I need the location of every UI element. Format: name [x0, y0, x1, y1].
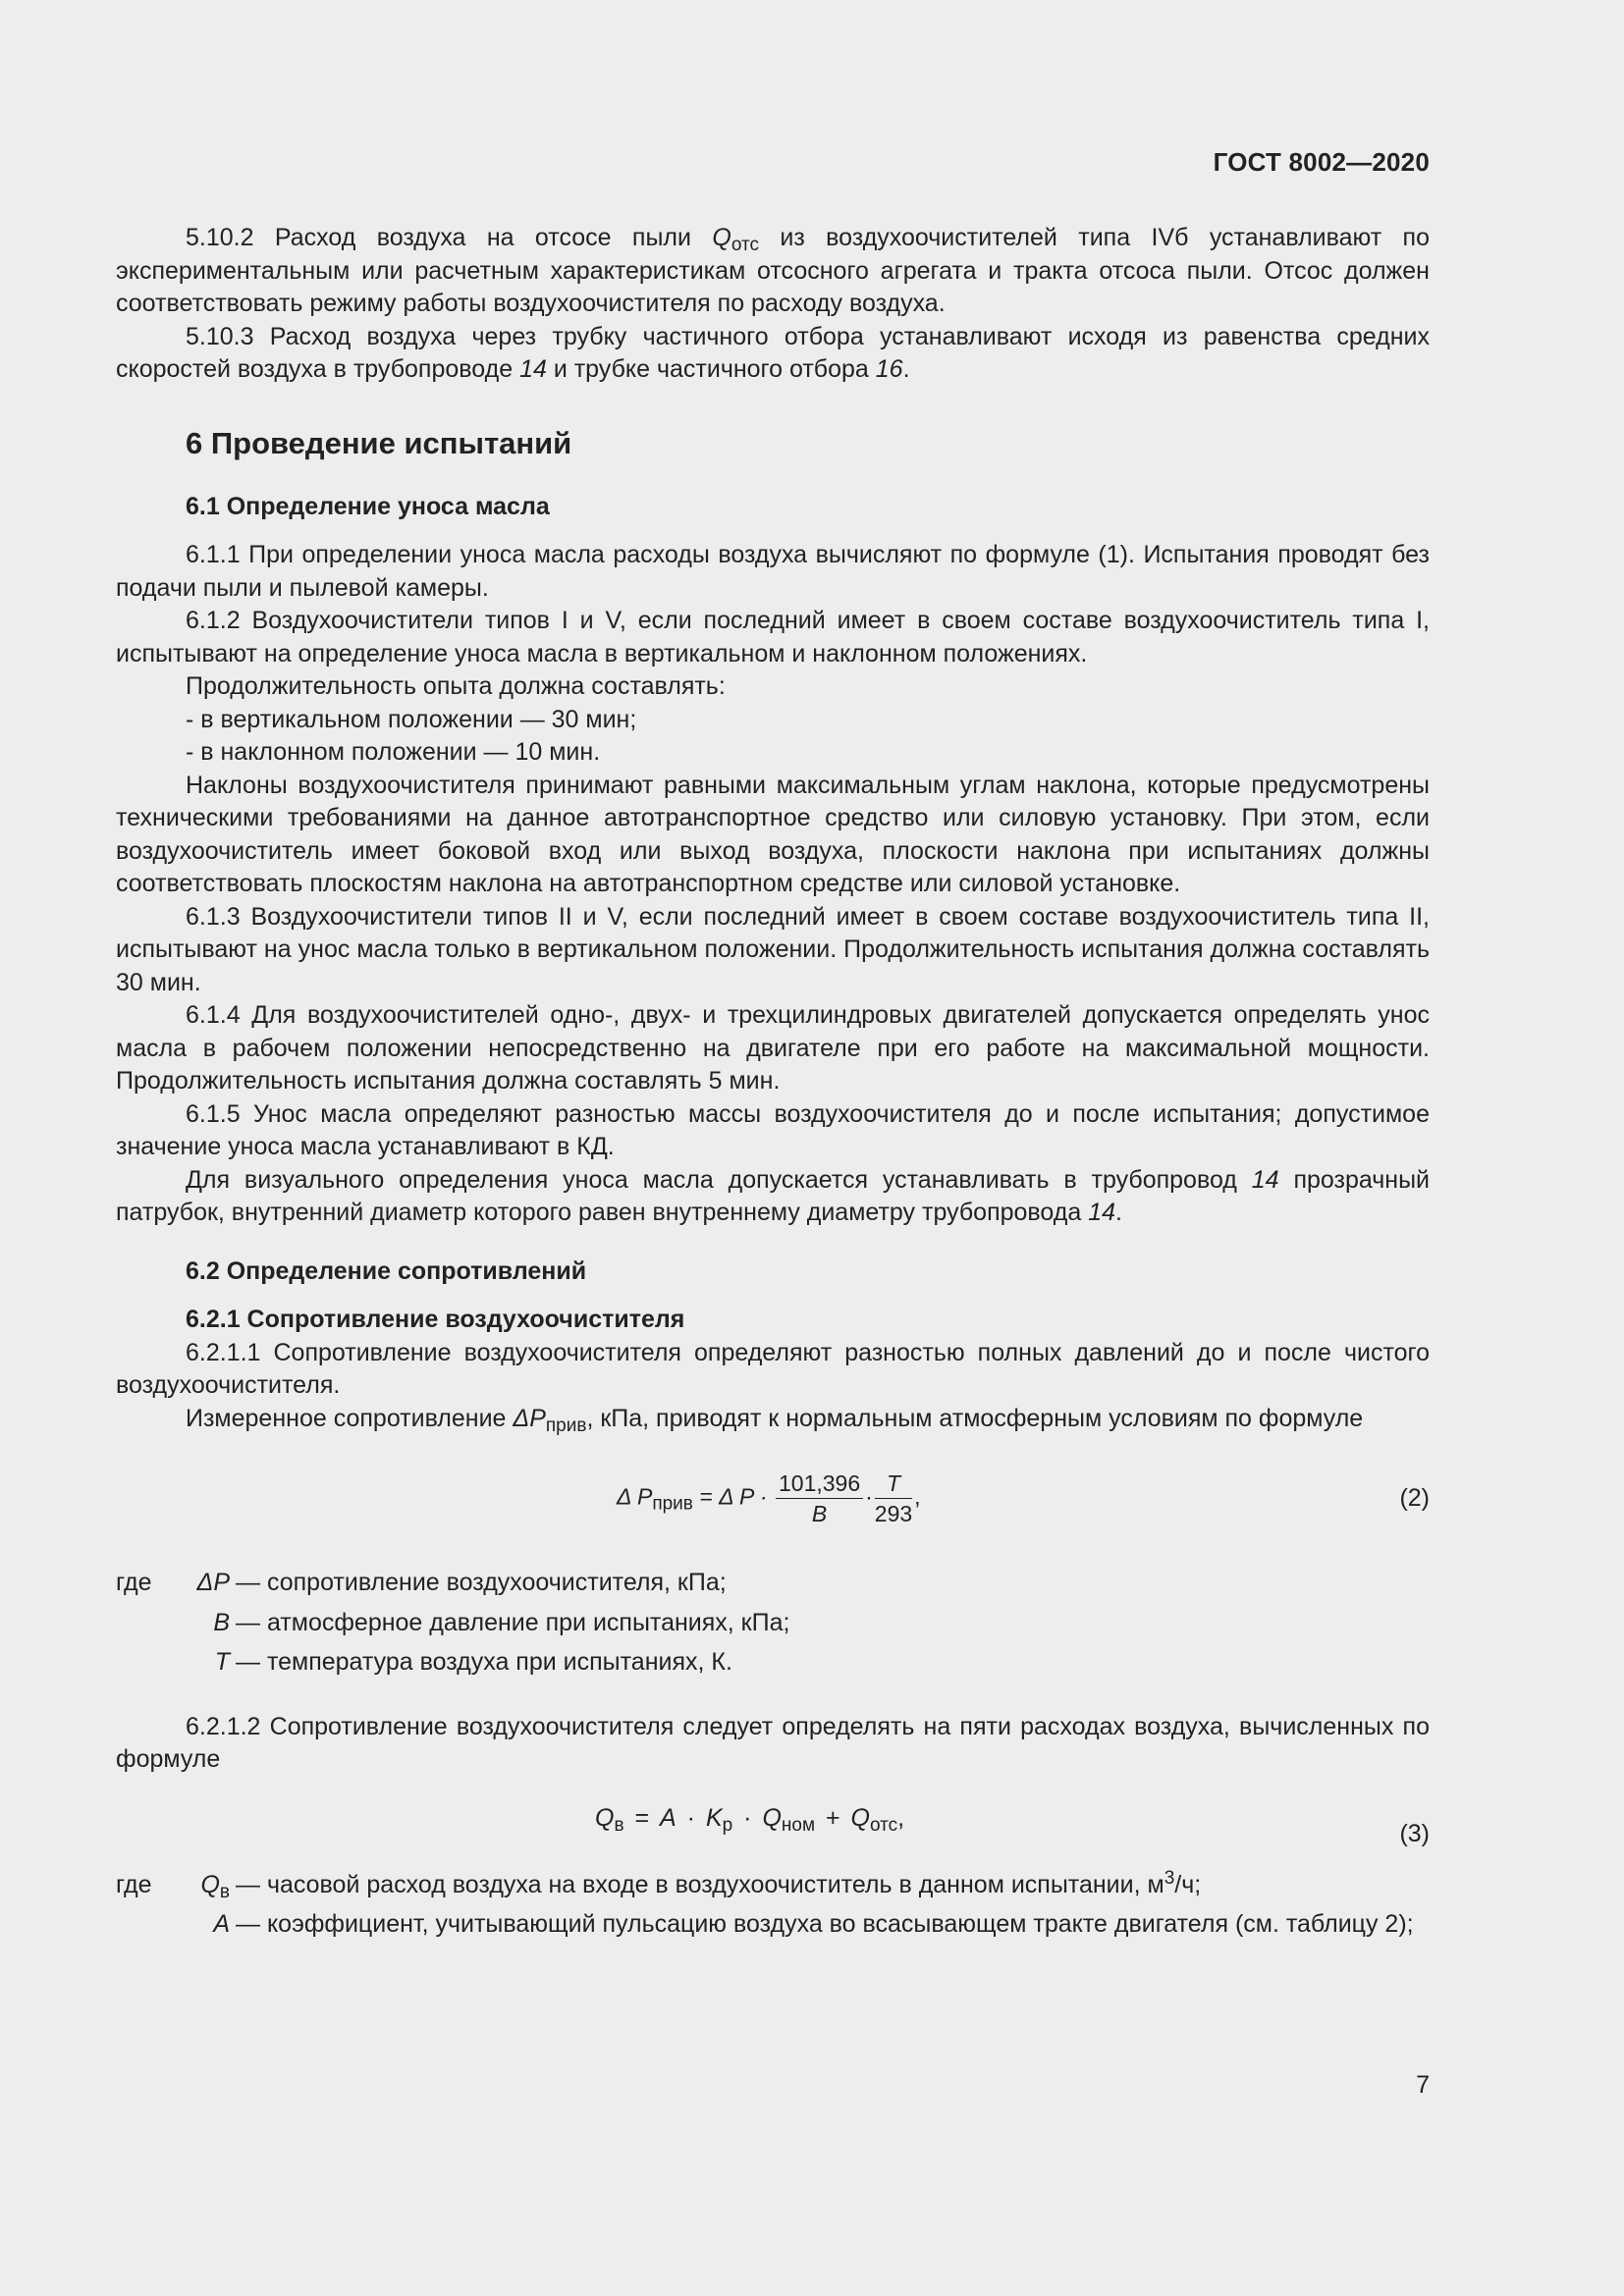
where-label: где — [116, 1870, 152, 1898]
paragraph-incline: Наклоны воздухоочистителя принимают равными максимальным углам наклона, которые предусмотрены техническими требованиями на данное автотранспортное средство или силовую установку. При этом, если воздухоочиститель имеет боковой вход или выход воздуха, плоскости наклона при испытаниях должны соответствовать плоскостям наклона на автотранспортном средстве или силовой установке. — [116, 771, 1430, 897]
subscript: отс — [869, 1814, 898, 1836]
numerator: 101,396 — [776, 1468, 863, 1499]
formula-3-number: (3) — [1399, 1819, 1430, 1847]
ref-number: 14 — [519, 355, 547, 383]
formula-2 — [116, 1461, 1430, 1545]
where-definition: — сопротивление воздухоочистителя, кПа; — [236, 1569, 727, 1596]
where-symbol: A — [213, 1910, 230, 1938]
paragraph-duration: Продолжительность опыта должна составлять: — [186, 672, 726, 700]
subsection-6-1-heading: 6.1 Определение уноса масла — [186, 492, 550, 520]
symbol-q: Q — [595, 1803, 615, 1832]
where-row — [116, 1908, 1430, 1942]
symbol-a: A — [660, 1803, 677, 1832]
where-symbol: ΔP — [196, 1569, 230, 1596]
text-run: из воздухоочистителей типа IVб устанавливают по экспериментальным или расчетным характеристикам отсосного агрегата и тракта отсоса пыли. Отсос должен соответствовать режиму работы воздухоочистителя по расходу воздуха. — [116, 224, 1430, 317]
paragraph-5-10-3 — [116, 321, 1430, 387]
subscript: прив — [652, 1493, 693, 1515]
paragraph-visual — [116, 1164, 1430, 1230]
where-row — [116, 1607, 1430, 1640]
where-symbol: T — [214, 1648, 230, 1676]
where-label: где — [116, 1569, 152, 1596]
symbol-q: Q — [712, 224, 731, 251]
subscript: отс — [731, 235, 759, 255]
formula-eq: = Δ P · — [692, 1483, 768, 1510]
where-row — [116, 1869, 1430, 1902]
text-run: и трубке частичного отбора — [546, 355, 876, 383]
superscript: 3 — [1164, 1867, 1175, 1889]
text-run: — часовой расход воздуха на входе в воздухоочиститель в данном испытании, м — [236, 1870, 1164, 1898]
paragraph-6-1-1: 6.1.1 При определении уноса масла расходы воздуха вычисляют по формуле (1). Испытания проводят без подачи пыли и пылевой камеры. — [116, 541, 1430, 602]
text-run: Для визуального определения уноса масла допускается устанавливать в трубопровод — [186, 1165, 1252, 1194]
formula-2-expression — [617, 1468, 921, 1528]
list-item-incline: - в наклонном положении — 10 мин. — [186, 738, 601, 766]
text-run: 5.10.2 Расход воздуха на отсосе пыли — [186, 224, 713, 251]
numerator: T — [875, 1468, 912, 1499]
text-run: прозрачный патрубок, внутренний диаметр которого равен внутреннему диаметру трубопровода — [116, 1165, 1430, 1226]
where-symbol: B — [213, 1608, 230, 1636]
ref-number: 16 — [875, 355, 903, 383]
paragraph-6-2-1-1: 6.2.1.1 Сопротивление воздухоочистителя определяют разностью полных давлений до и после чистого воздухоочистителя. — [116, 1338, 1430, 1399]
plus-operator: + — [815, 1803, 851, 1832]
formula-lhs: Δ P — [617, 1483, 653, 1510]
formula-2-number: (2) — [1399, 1484, 1430, 1512]
subscript: ном — [781, 1814, 816, 1836]
paragraph-6-1-2: 6.1.2 Воздухоочистители типов I и V, если последний имеет в своем составе воздухоочиститель типа I, испытывают на определение уноса масла в вертикальном и наклонном положениях. — [116, 607, 1430, 667]
symbol-delta-p: ΔP — [513, 1404, 546, 1432]
text-run: . — [1115, 1199, 1122, 1226]
paragraph-6-1-4: 6.1.4 Для воздухоочистителей одно-, двух- и трехцилиндровых двигателей допускается определять унос масла в рабочем положении непосредственно на двигателе при его работе на максимальной мощности. Продолжительность испытания должна составлять 5 мин. — [116, 1001, 1430, 1095]
symbol-k: K — [705, 1803, 723, 1832]
paragraph-6-2-1-2: 6.2.1.2 Сопротивление воздухоочистителя следует определять на пяти расходах воздуха, вычисленных по формуле — [116, 1712, 1430, 1773]
ref-number: 14 — [1251, 1165, 1279, 1194]
document-header: ГОСТ 8002—2020 — [1213, 147, 1430, 177]
where-definition — [236, 1869, 1430, 1902]
text-run: /ч; — [1174, 1870, 1202, 1898]
page-number: 7 — [1416, 2071, 1430, 2099]
paragraph-6-1-5: 6.1.5 Унос масла определяют разностью массы воздухоочистителя до и после испытания; допустимое значение уноса масла устанавливают в КД. — [116, 1099, 1430, 1160]
paragraph-measured — [116, 1403, 1430, 1436]
where-block-2 — [116, 1567, 1430, 1680]
dot-operator: · — [865, 1483, 873, 1510]
subscript: р — [722, 1814, 733, 1836]
dot-operator: · — [676, 1803, 706, 1832]
fraction-2 — [875, 1468, 912, 1528]
list-item-vertical: - в вертикальном положении — 30 мин; — [186, 705, 637, 733]
where-symbol — [173, 1869, 236, 1902]
symbol-q: Q — [762, 1803, 782, 1832]
formula-3-expression — [595, 1802, 904, 1836]
text-run: , кПа, приводят к нормальным атмосферным условиям по формуле — [586, 1404, 1364, 1432]
subsection-6-2-heading: 6.2 Определение сопротивлений — [186, 1256, 587, 1285]
where-definition: — температура воздуха при испытаниях, К. — [236, 1648, 732, 1676]
subsection-6-2-1-heading: 6.2.1 Сопротивление воздухоочистителя — [186, 1306, 685, 1333]
subscript: прив — [545, 1415, 587, 1436]
dot-operator: · — [732, 1803, 763, 1832]
denominator: B — [811, 1501, 828, 1526]
formula-eq: = — [623, 1803, 661, 1832]
text-run: . — [902, 355, 910, 383]
text-run: 5.10.3 Расход воздуха через трубку частичного отбора устанавливают исходя из равенства средних скоростей воздуха в трубопроводе — [116, 322, 1430, 383]
ref-number: 14 — [1088, 1199, 1116, 1226]
formula-tail: , — [914, 1483, 921, 1510]
denominator: 293 — [874, 1501, 913, 1526]
subscript: в — [219, 1881, 230, 1902]
where-definition: — коэффициент, учитывающий пульсацию воздуха во всасывающем тракте двигателя (см. таблицу 2); — [236, 1910, 1414, 1938]
document-body — [116, 222, 1430, 1949]
formula-3 — [116, 1796, 1430, 1855]
text-run: Измеренное сопротивление — [186, 1404, 514, 1432]
symbol-q: Q — [200, 1870, 220, 1898]
section-6-heading: 6 Проведение испытаний — [186, 425, 572, 460]
where-row — [116, 1646, 1430, 1680]
where-row — [116, 1567, 1430, 1600]
subscript: в — [614, 1814, 624, 1836]
paragraph-6-1-3: 6.1.3 Воздухоочистители типов II и V, если последний имеет в своем составе воздухоочиститель типа II, испытывают на унос масла только в вертикальном положении. Продолжительность испытания должна составлять 30 мин. — [116, 902, 1430, 996]
formula-tail: , — [897, 1803, 905, 1832]
where-block-3 — [116, 1869, 1430, 1942]
where-definition: — атмосферное давление при испытаниях, кПа; — [236, 1608, 790, 1636]
symbol-q: Q — [850, 1803, 870, 1832]
paragraph-5-10-2 — [116, 222, 1430, 321]
fraction-1 — [776, 1468, 863, 1528]
